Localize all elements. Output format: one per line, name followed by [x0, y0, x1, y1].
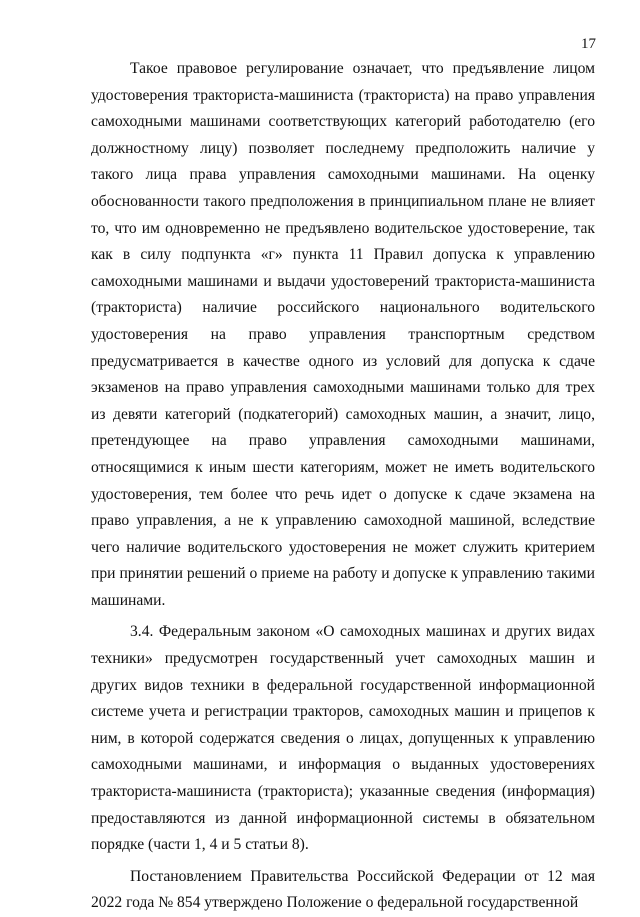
- page-number: 17: [581, 36, 596, 52]
- paragraph-1: Такое правовое регулирование означает, что предъявление лицом удостоверения тракториста-машиниста (тракториста) на право управления самоходными машинами соответствующих категорий работодателю (его должностному лицу) позволяет последнему предположить наличие у такого лица права управления самоходными машинами. На оценку обоснованности такого предположения в принципиальном плане не влияет то, что им одновременно не предъявлено водительское удостоверение, так как в силу подпункта «г» пункта 11 Правил допуска к управлению самоходными машинами и выдачи удостоверений тракториста-машиниста (тракториста) наличие российского национального водительского удостоверения на право управления транспортным средством предусматривается в качестве одного из условий для допуска к сдаче экзаменов на право управления самоходными машинами только для трех из девяти категорий (подкатегорий) самоходных машин, а значит, лицо, претендующее на право управления самоходными машинами, относящимися к иным шести категориям, может не иметь водительского удостоверения, тем более что речь идет о допуске к сдаче экзамена на право управления, а не к управлению самоходной машиной, вследствие чего наличие водительского удостоверения не может служить критерием при принятии решений о приеме на работу и допуске к управлению такими машинами.: [91, 60, 595, 609]
- paragraph-2: 3.4. Федеральным законом «О самоходных машинах и других видах техники» предусмотрен государственный учет самоходных машин и других видов техники в федеральной государственной информационной системе учета и регистрации тракторов, самоходных машин и прицепов к ним, в которой содержатся сведения о лицах, допущенных к управлению самоходными машинами, и информация о выданных удостоверениях тракториста-машиниста (тракториста); указанные сведения (информация) предоставляются из данной информационной системы в обязательном порядке (части 1, 4 и 5 статьи 8).: [91, 623, 595, 854]
- document-body: [91, 56, 595, 917]
- paragraph-3: Постановлением Правительства Российской Федерации от 12 мая 2022 года № 854 утверждено Положение о федеральной государственной: [91, 867, 595, 912]
